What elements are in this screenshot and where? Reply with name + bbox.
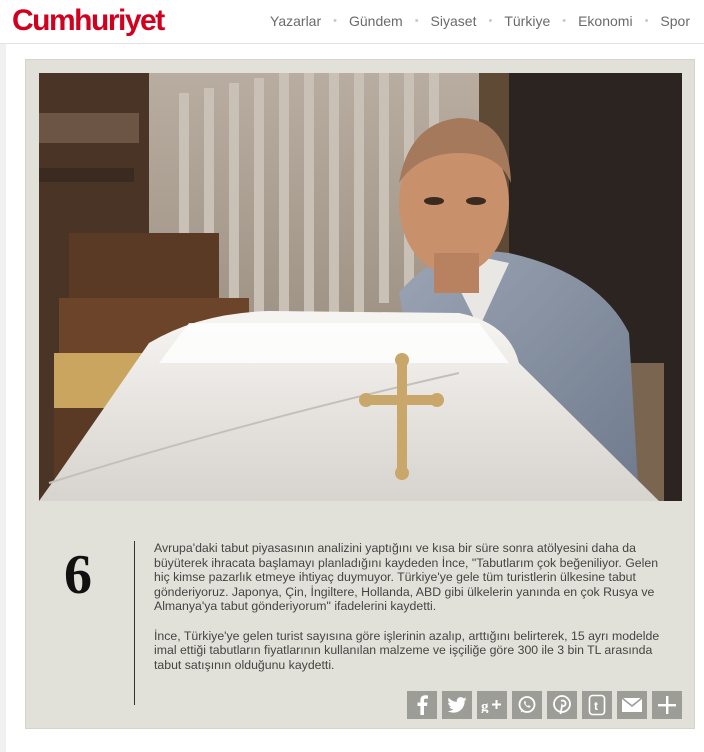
email-icon [622,698,642,712]
caption-paragraph-1: Avrupa'daki tabut piyasasının analizini yaptığını ve kısa bir süre sonra atölyesini daha da büyüterek ihracata başlamayı planladığını kaydeden İnce, "Tabutlarım çok beğeniliyor. Gelen hiç kimse pazarlık etmeye ihtiyaç duymuyor. Türkiye'ye gele tüm turistlerin ülkesine tabut gönderiyoruz. Japonya, Çin, İngiltere, Hollanda, ABD gibi ülkelerin yanında en çok Rusya ve Almanya'ya tabut gönderiyorum" ifadelerini kaydetti. [154,541,659,614]
facebook-icon [415,695,429,715]
main-nav [270,13,690,29]
share-facebook-button[interactable] [407,691,437,719]
site-logo[interactable]: Cumhuriyet [12,4,164,37]
caption-paragraph-2: İnce, Türkiye'ye gelen turist sayısına göre işlerinin azalıp, arttığını belirterek, 15 ayrı modelde imal ettiği tabutların fiyatlarının kullanılan malzeme ve işçiliğe göre 300 ile 3 bin TL arasında tabut satışının olduğunu kaydetti. [154,628,660,672]
share-pinterest-button[interactable] [547,691,577,719]
gallery-photo[interactable] [39,73,682,501]
twitter-icon [447,697,467,713]
share-google-plus-button[interactable] [477,691,507,719]
share-email-button[interactable] [617,691,647,719]
nav-separator: • [414,15,419,27]
caption-divider [134,541,135,705]
nav-item-siyaset[interactable]: Siyaset [430,13,477,29]
nav-separator: • [562,15,567,27]
nav-item-ekonomi[interactable]: Ekonomi [578,13,633,29]
share-whatsapp-button[interactable] [512,691,542,719]
google-plus-icon [481,697,503,713]
nav-item-spor[interactable]: Spor [660,13,690,29]
nav-separator: • [644,15,649,27]
gallery-card [25,59,695,729]
tumblr-icon [588,694,606,716]
slide-number: 6 [64,544,92,606]
share-twitter-button[interactable] [442,691,472,719]
tumblr-glyph: t [594,699,598,713]
nav-item-gundem[interactable]: Gündem [348,13,403,29]
svg-text:g: g [481,699,489,713]
plus-icon [658,696,676,714]
nav-separator: • [488,15,493,27]
site-header [0,0,704,44]
pinterest-icon [553,695,571,715]
nav-separator: • [333,15,337,27]
page-left-strip [0,44,6,752]
share-more-button[interactable] [652,691,682,719]
nav-item-yazarlar[interactable]: Yazarlar [270,13,322,29]
photo-illustration [39,73,682,501]
share-bar [407,691,682,719]
slide-caption [154,541,674,687]
share-tumblr-button[interactable] [582,691,612,719]
nav-item-turkiye[interactable]: Türkiye [504,13,551,29]
whatsapp-icon [517,695,537,715]
